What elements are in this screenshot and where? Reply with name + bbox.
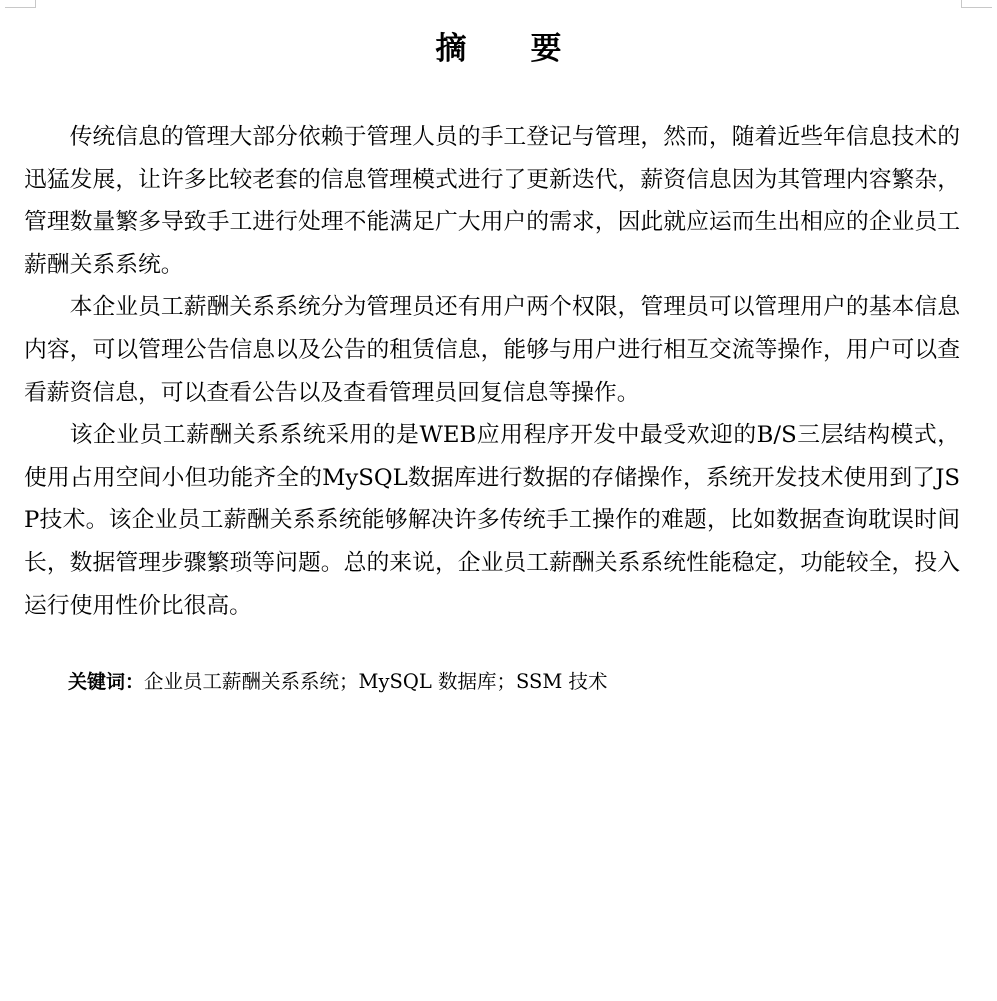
abstract-title: 摘要	[435, 31, 626, 67]
abstract-paragraph-1: 传统信息的管理大部分依赖于管理人员的手工登记与管理，然而，随着近些年信息技术的迅猛发展，让许多比较老套的信息管理模式进行了更新迭代，薪资信息因为其管理内容繁杂，管理数量繁多导致手工进行处理不能满足广大用户的需求，因此就应运而生出相应的企业员工薪酬关系系统。	[24, 124, 960, 278]
abstract-paragraph-3: 该企业员工薪酬关系系统采用的是WEB应用程序开发中最受欢迎的B/S三层结构模式，使用占用空间小但功能齐全的MySQL数据库进行数据的存储操作，系统开发技术使用到了JSP技术。该企业员工薪酬关系系统能够解决许多传统手工操作的难题，比如数据查询耽误时间长，数据管理步骤繁琐等问题。总的来说，企业员工薪酬关系系统性能稳定，功能较全，投入运行使用性价比很高。	[24, 422, 960, 619]
keywords-label: 关键词：	[68, 671, 145, 693]
keywords-line	[68, 664, 948, 700]
abstract-body	[24, 116, 960, 627]
crop-mark-top-right	[961, 0, 992, 8]
keywords-value: 企业员工薪酬关系系统；MySQL 数据库；SSM 技术	[144, 670, 608, 693]
abstract-paragraph-2: 本企业员工薪酬关系系统分为管理员还有用户两个权限，管理员可以管理用户的基本信息内容，可以管理公告信息以及公告的租赁信息，能够与用户进行相互交流等操作，用户可以查看薪资信息，可以查看公告以及查看管理员回复信息等操作。	[24, 294, 960, 406]
crop-mark-top-left	[5, 0, 36, 8]
